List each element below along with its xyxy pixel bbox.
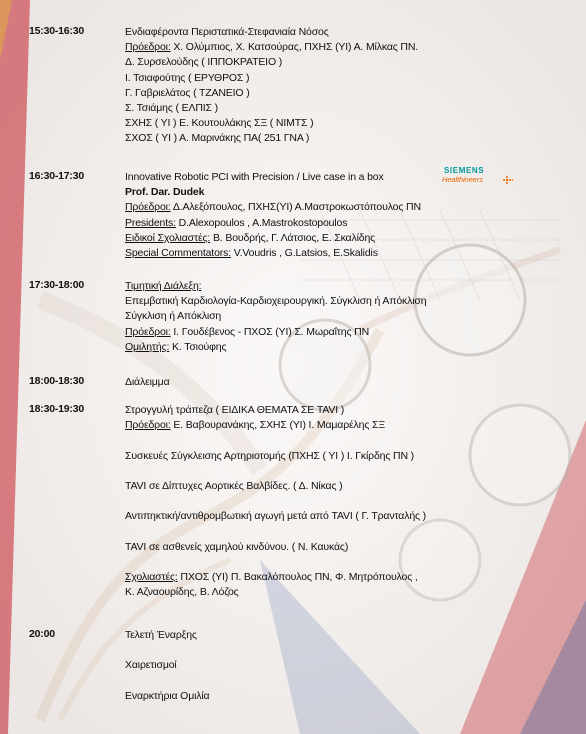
spacer xyxy=(125,643,565,658)
session-line xyxy=(125,216,565,231)
line-text: Ε. Βαβουρανάκης, ΣΧΗΣ (ΥΙ) Ι. Μαμαρέλης ΣΞ xyxy=(170,419,386,432)
line-text: D.Alexopoulos , A.Mastrokostopoulos xyxy=(175,216,348,229)
line-text: Συσκευές Σύγκλεισης Αρτηριοτομής (ΠΧΗΣ ( ΥΙ ) Ι. Γκίρδης ΠΝ ) xyxy=(125,449,415,462)
session-line xyxy=(125,340,565,355)
line-label: Ομιλητής: xyxy=(125,340,170,353)
siemens-healthineers-logo xyxy=(442,166,522,190)
line-text: Στρογγυλή τράπεζα ( ΕΙΔΙΚΑ ΘΕΜΑΤΑ ΣΕ TAVI ) xyxy=(125,404,345,416)
line-text: V.Voudris , G.Latsios, E.Skalidis xyxy=(230,247,378,260)
session-time: 18:30-19:30 xyxy=(29,403,85,415)
line-text: Σ. Τσιάμης ( ΕΛΠΙΣ ) xyxy=(125,102,218,115)
line-text: Δ.Αλεξόπουλος, ΠΧΗΣ(ΥΙ) Α.Μαστροκωστόπουλος ΠΝ xyxy=(170,201,421,214)
talk-line xyxy=(125,540,565,555)
line-text: Κ. Αζναουρίδης, Β. Λόζος xyxy=(125,586,239,599)
session-line xyxy=(125,246,565,261)
session-line xyxy=(125,200,565,215)
session-time: 18:00-18:30 xyxy=(29,375,85,387)
line-text: Αντιπηκτική/αντιθρομβωτική αγωγή μετά από TAVI ( Γ. Τρανταλής ) xyxy=(125,510,427,523)
session-line xyxy=(125,689,565,704)
line-label: Τιμητική Διάλεξη: xyxy=(125,280,202,292)
sponsor-brand: SIEMENS xyxy=(444,166,485,175)
line-text: Ι. Τσιαφούτης ( ΕΡΥΘΡΟΣ ) xyxy=(125,71,250,84)
line-label: Presidents: xyxy=(125,216,176,229)
session-title xyxy=(125,403,565,418)
line-text: Επεμβατική Καρδιολογία-Καρδιοχειρουργική. Σύγκλιση ή Απόκλιση xyxy=(125,295,427,308)
line-text: Β. Βουδρής, Γ. Λάτσιος, Ε. Σκαλίδης xyxy=(210,231,376,244)
session-body xyxy=(125,628,565,704)
session-line xyxy=(125,101,565,116)
line-text: Χαιρετισμοί xyxy=(125,659,177,672)
session-time: 16:30-17:30 xyxy=(29,170,85,182)
line-text: Εναρκτήρια Ομιλία xyxy=(125,689,210,702)
line-text: Κ. Τσιούφης xyxy=(169,340,227,353)
session-line xyxy=(125,131,565,146)
session-title xyxy=(125,375,565,390)
talk-line xyxy=(125,479,565,494)
line-text: Χ. Ολύμπιος, Χ. Κατσούρας, ΠΧΗΣ (ΥΙ) Α. Μίλκας ΠΝ. xyxy=(170,41,419,54)
session-line xyxy=(125,55,565,70)
session-line xyxy=(125,86,565,101)
line-text: Innovative Robotic PCI with Precision / Live case in a box xyxy=(125,171,384,183)
healthineers-dots-icon xyxy=(502,175,514,185)
line-text: ΠΧΟΣ (ΥΙ) Π. Βακαλόπουλος ΠΝ, Φ. Μητρόπουλος , xyxy=(177,571,418,584)
session-line xyxy=(125,116,565,131)
session-body xyxy=(125,375,565,390)
line-text: Ι. Γουδέβενος - ΠΧΟΣ (ΥΙ) Σ. Μωραΐτης ΠΝ xyxy=(170,325,370,338)
line-text: ΣΧΟΣ ( ΥΙ ) Α. Μαρινάκης ΠΑ( 251 ΓΝΑ ) xyxy=(125,132,310,145)
spacer xyxy=(125,433,565,448)
sponsor-sub: Healthineers xyxy=(442,175,483,184)
session-line xyxy=(125,585,565,600)
line-text: ΣΧΗΣ ( ΥΙ ) Ε. Κουτουλάκης ΣΞ ( ΝΙΜΤΣ ) xyxy=(125,117,314,130)
session-line xyxy=(125,279,565,294)
session-time: 15:30-16:30 xyxy=(29,25,85,37)
session-time: 20:00 xyxy=(29,628,55,640)
spacer xyxy=(125,494,565,509)
session-title xyxy=(125,628,565,643)
line-text: Ενδιαφέροντα Περιστατικά-Στεφανιαία Νόσος xyxy=(125,26,329,38)
line-label: Πρόεδροι: xyxy=(125,41,171,54)
line-label: Πρόεδροι: xyxy=(125,419,171,432)
line-text: Τελετή Έναρξης xyxy=(125,629,197,641)
line-label: Ειδικοί Σχολιαστές: xyxy=(125,231,211,244)
line-text: Prof. Dar. Dudek xyxy=(125,186,205,199)
line-label: Πρόεδροι: xyxy=(125,201,171,214)
session-time: 17:30-18:00 xyxy=(29,279,85,291)
session-body xyxy=(125,279,565,355)
line-text: Δ. Συρσελούδης ( ΙΠΠΟΚΡΑΤΕΙΟ ) xyxy=(125,56,283,69)
session-line xyxy=(125,231,565,246)
session-line xyxy=(125,309,565,324)
talk-line xyxy=(125,449,565,464)
session-line xyxy=(125,325,565,340)
session-line xyxy=(125,40,565,55)
line-text: Σύγκλιση ή Απόκλιση xyxy=(125,310,222,323)
line-text: Διάλειμμα xyxy=(125,376,170,388)
spacer xyxy=(125,464,565,479)
line-text: TAVI σε ασθενείς χαμηλού κινδύνου. ( Ν. Καυκάς) xyxy=(125,540,349,553)
spacer xyxy=(125,674,565,689)
session-line xyxy=(125,71,565,86)
talk-line xyxy=(125,509,565,524)
session-title xyxy=(125,25,565,40)
line-label: Πρόεδροι: xyxy=(125,325,171,338)
spacer xyxy=(125,525,565,540)
line-label: Σχολιαστές: xyxy=(125,571,178,584)
session-title xyxy=(125,294,565,309)
session-body xyxy=(125,25,565,147)
session-line xyxy=(125,658,565,673)
session-body xyxy=(125,403,565,601)
line-label: Special Commentators: xyxy=(125,247,231,260)
line-text: Γ. Γαβριελάτος ( ΤΖΑΝΕΙΟ ) xyxy=(125,86,250,99)
spacer xyxy=(125,555,565,570)
session-line xyxy=(125,570,565,585)
line-text: TAVI σε Δίπτυχες Αορτικές Βαλβίδες. ( Δ. Νίκας ) xyxy=(125,480,343,493)
session-line xyxy=(125,418,565,433)
